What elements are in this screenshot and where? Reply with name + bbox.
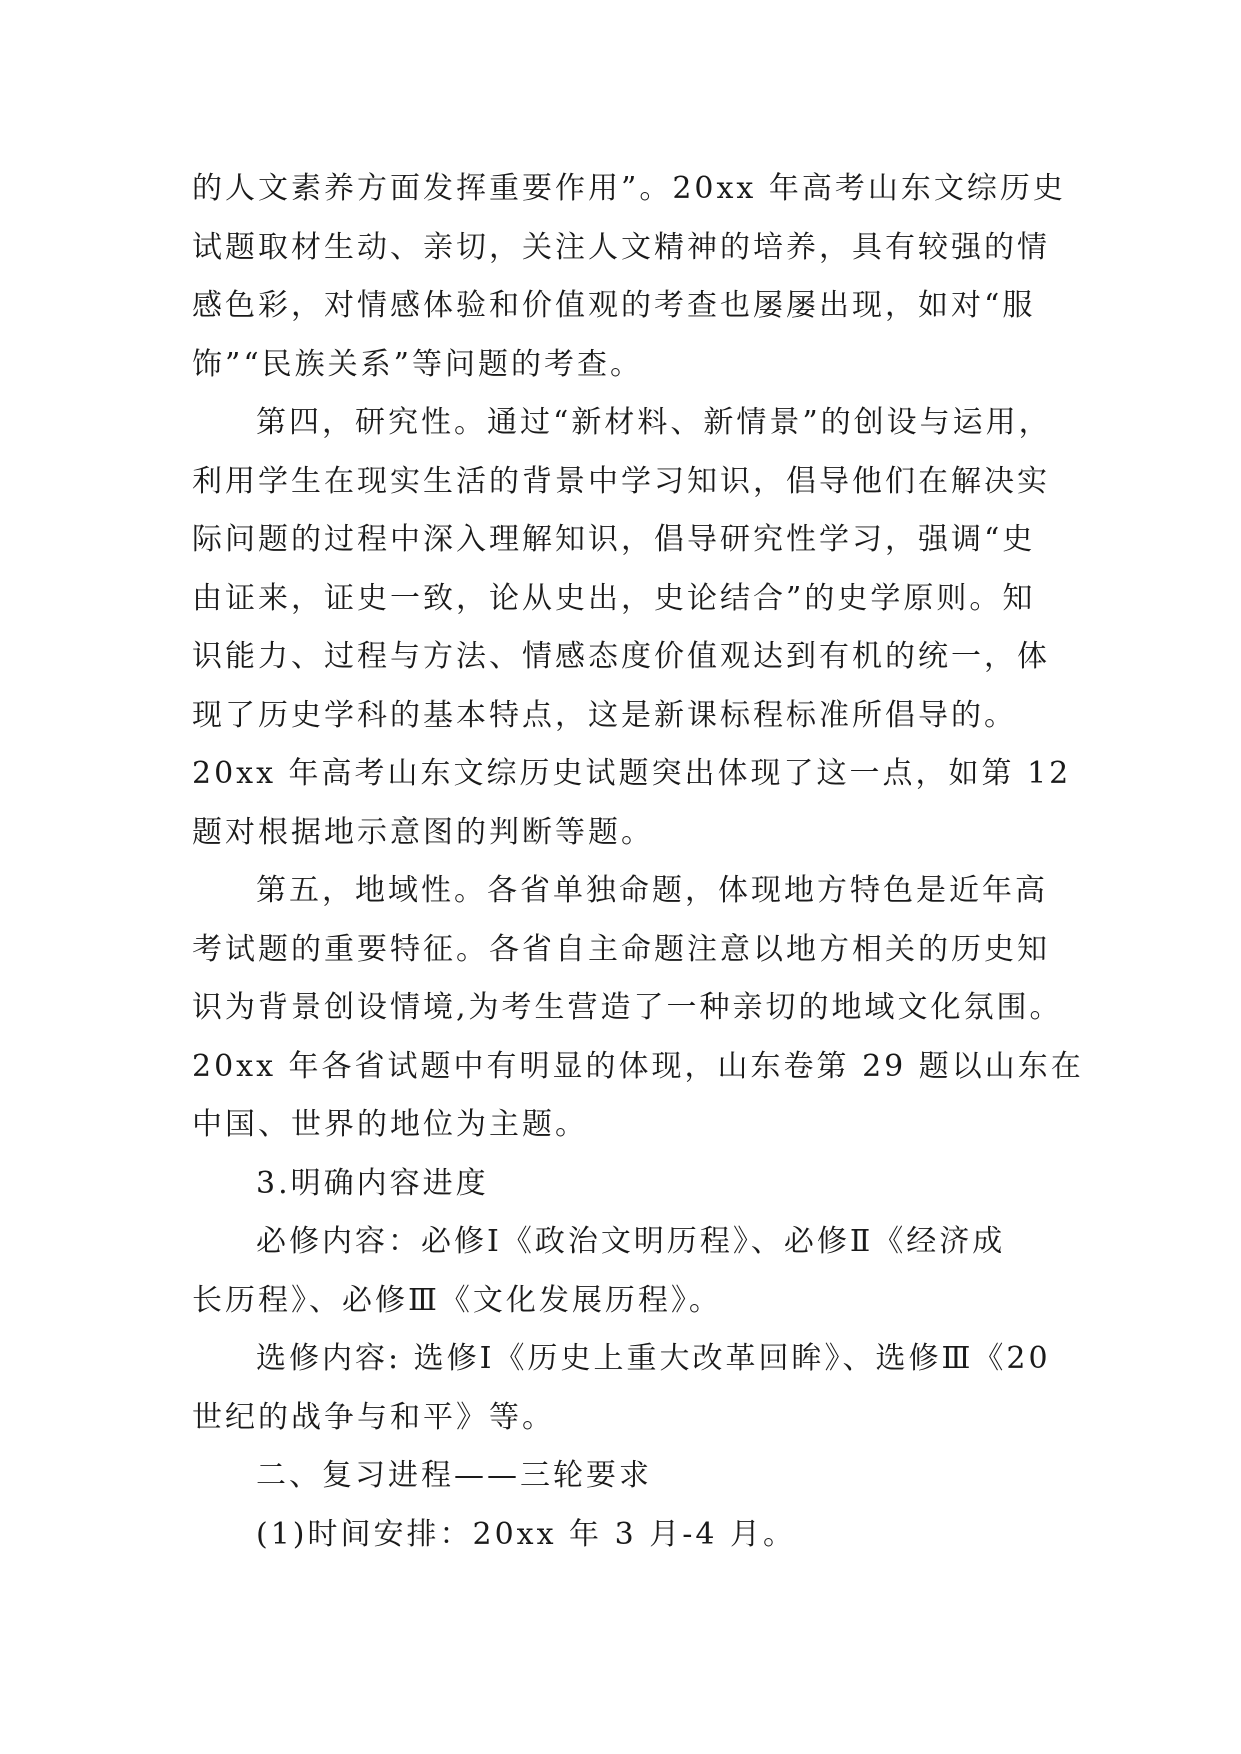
text-line: 由证来，证史一致，论从史出，史论结合”的史学原则。知 (192, 580, 1036, 616)
text-line: 际问题的过程中深入理解知识，倡导研究性学习，强调“史 (192, 522, 1036, 557)
document-body (192, 160, 1084, 1564)
text-line: 二、复习进程——三轮要求 (256, 1458, 652, 1493)
text-line: 识能力、过程与方法、情感态度价值观达到有机的统一，体 (192, 639, 1050, 674)
text-line: 20xx 年高考山东文综历史试题突出体现了这一点，如第 12 (192, 756, 1072, 791)
text-line: 3.明确内容进度 (256, 1165, 489, 1201)
text-line: 世纪的战争与和平》等。 (192, 1399, 555, 1435)
text-line: 识为背景创设情境,为考生营造了一种亲切的地域文化氛围。 (192, 990, 1063, 1025)
text-line: 选修内容: 选修Ⅰ《历史上重大改革回眸》、选修Ⅲ《20 (256, 1341, 1051, 1376)
text-line: 第四，研究性。通过“新材料、新情景”的创设与运用， (256, 405, 1052, 440)
text-line: 中国、世界的地位为主题。 (192, 1107, 588, 1142)
text-line: 现了历史学科的基本特点，这是新课标程标准所倡导的。 (192, 697, 1017, 733)
text-line: 饰”“民族关系”等问题的考查。 (192, 346, 644, 382)
text-line: 试题取材生动、亲切，关注人文精神的培养，具有较强的情 (192, 229, 1050, 265)
text-line: 长历程》、必修Ⅲ《文化发展历程》。 (192, 1282, 722, 1318)
text-line: 考试题的重要特征。各省自主命题注意以地方相关的历史知 (192, 931, 1050, 967)
text-line: 的人文素养方面发挥重要作用”。20xx 年高考山东文综历史 (192, 171, 1066, 206)
text-line: 利用学生在现实生活的背景中学习知识，倡导他们在解决实 (192, 463, 1050, 499)
text-line: 第五，地域性。各省单独命题，体现地方特色是近年高 (256, 873, 1048, 908)
text-line: (1)时间安排：20xx 年 3 月-4 月。 (256, 1516, 796, 1552)
text-line: 必修内容：必修Ⅰ《政治文明历程》、必修Ⅱ《经济成 (256, 1224, 1006, 1259)
text-line: 20xx 年各省试题中有明显的体现，山东卷第 29 题以山东在 (192, 1048, 1084, 1084)
text-line: 题对根据地示意图的判断等题。 (192, 814, 654, 850)
text-line: 感色彩，对情感体验和价值观的考查也屡屡出现，如对“服 (192, 288, 1036, 323)
